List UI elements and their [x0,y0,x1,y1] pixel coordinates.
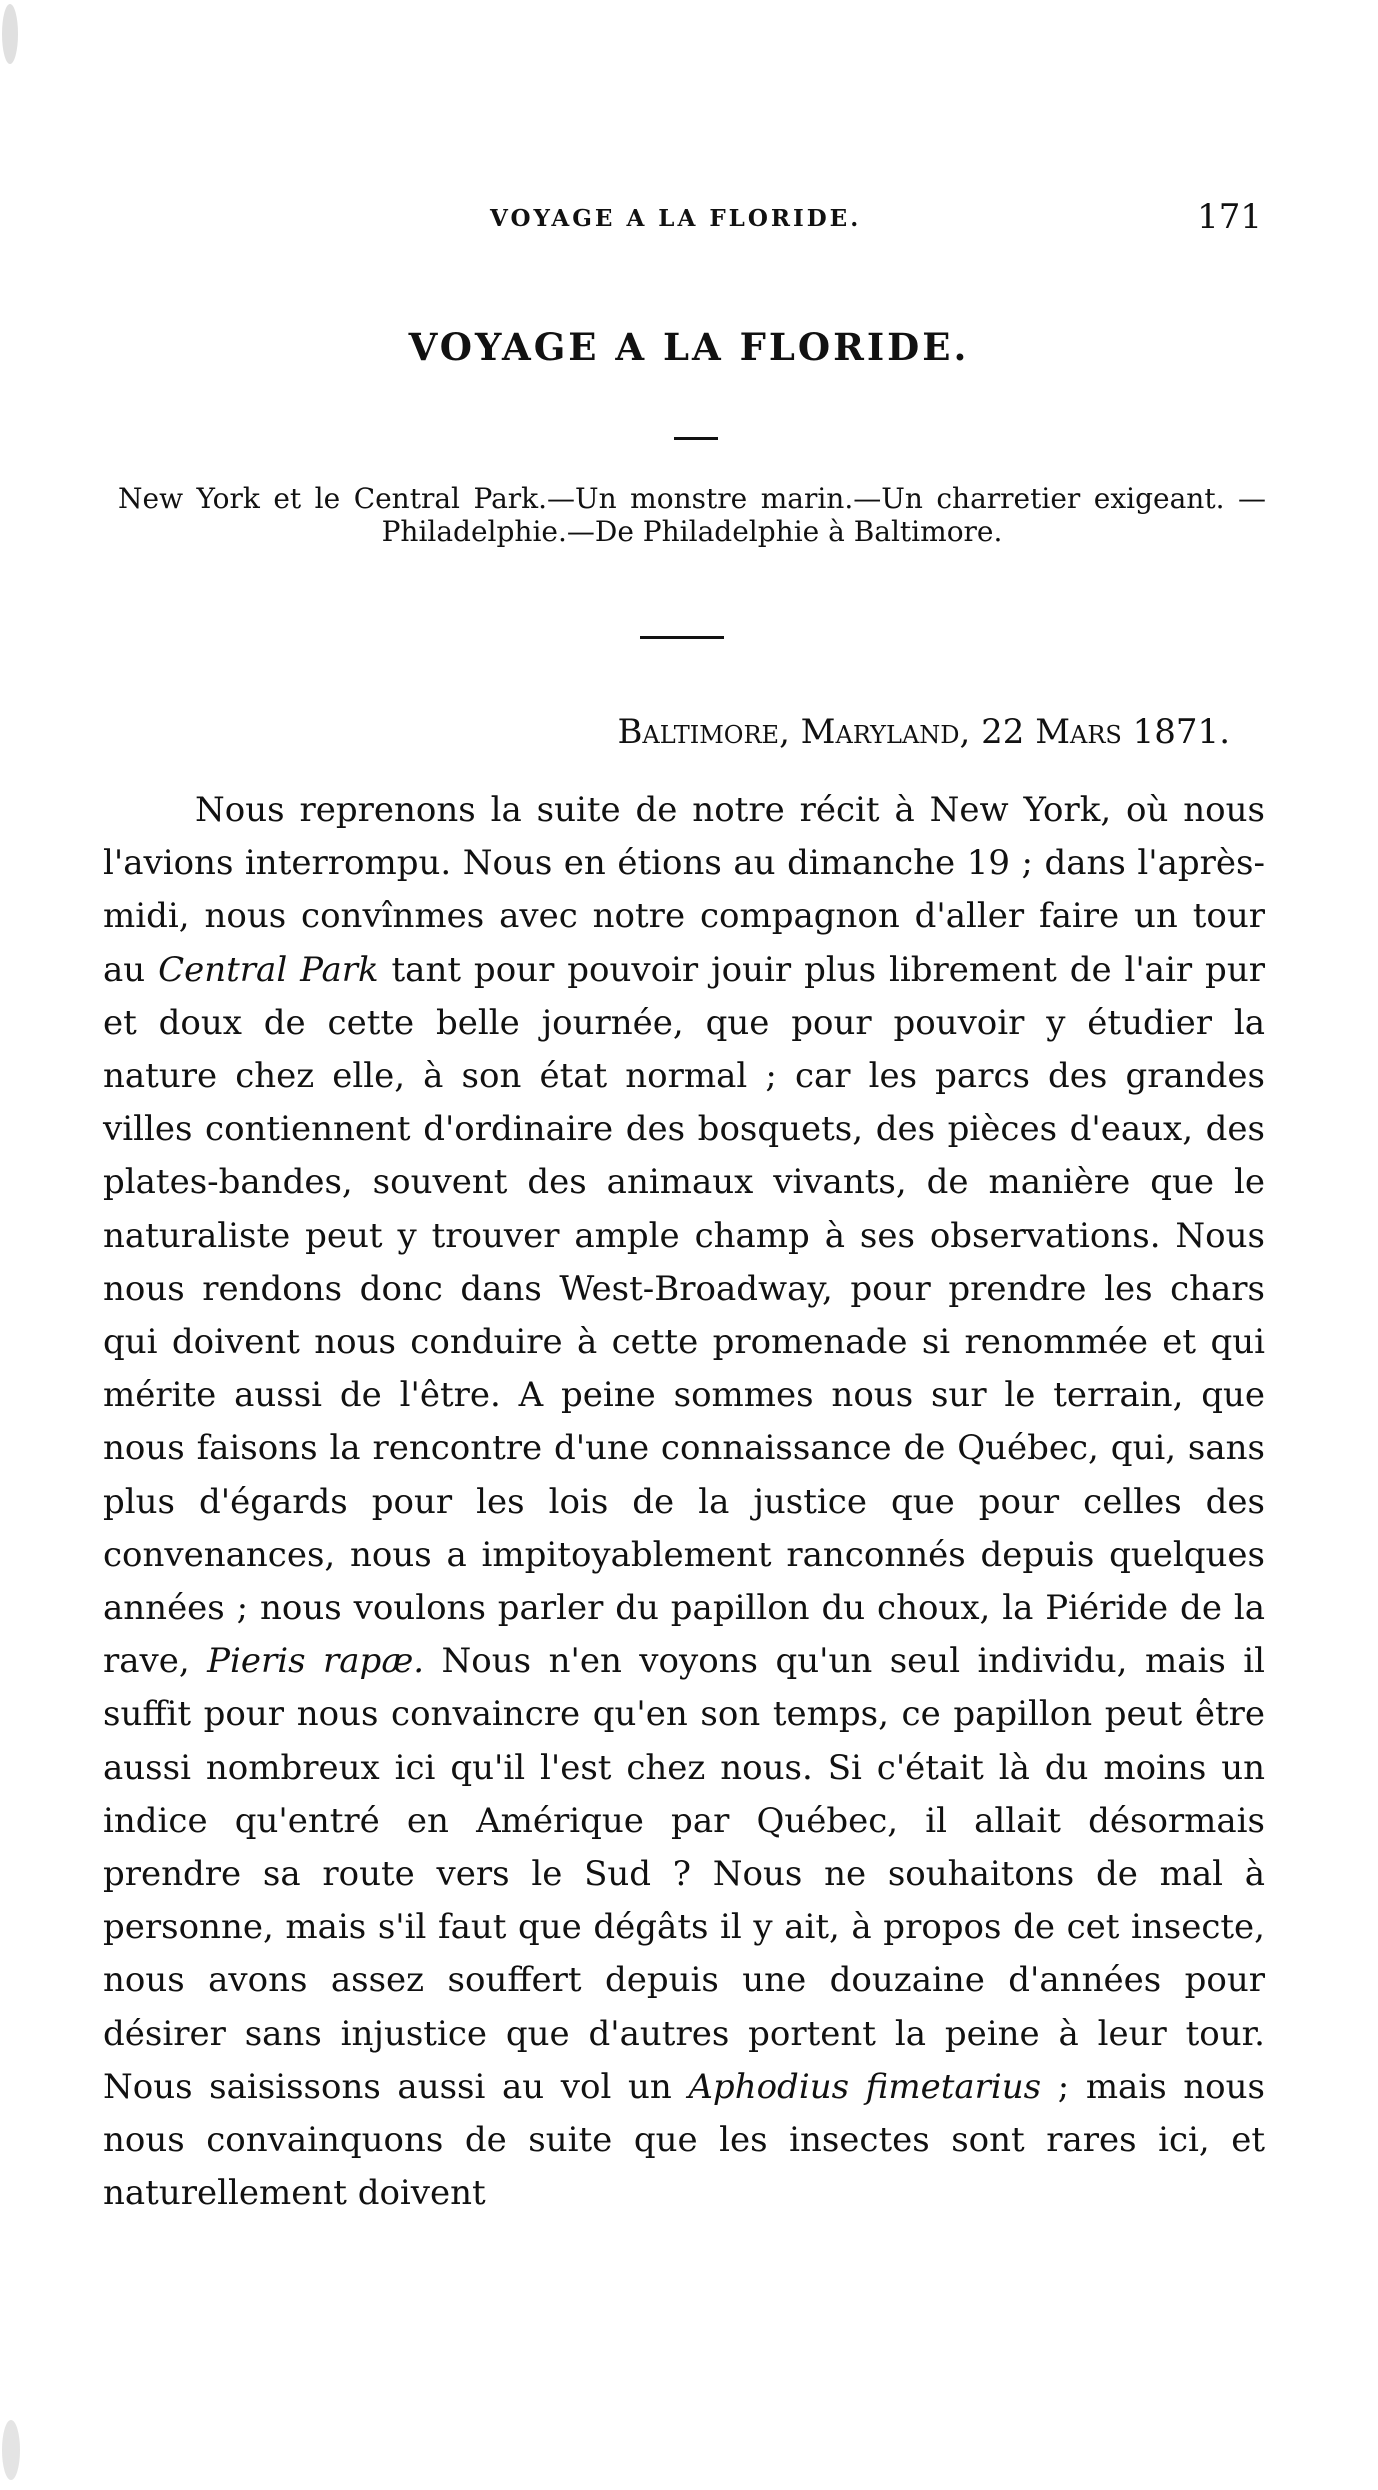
body-paragraph [103,784,1265,2220]
italic-term: Aphodius fimetarius [688,2066,1042,2107]
divider-rule [674,437,718,440]
italic-term: Central Park [158,949,379,990]
body-text-segment: Nous n'en voyons qu'un seul individu, mais il suffit pour nous convaincre qu'en son temps, ce papillon peut être aussi nombreux ici qu'il l'est chez nous. Si c'était là du moins un indice qu'entré en Amérique par Québec, il allait désormais prendre sa route vers le Sud ? Nous ne souhaitons de mal à personne, mais s'il faut que dégâts il y ait, à propos de cet insecte, nous avons assez souffert depuis une douzaine d'années pour désirer sans injustice que d'autres portent la peine à leur tour. Nous saisissons aussi au vol un [103,1641,1265,2107]
body-text-segment: Nous reprenons la suite de notre récit à New York, où nous l'avions interrompu. Nous en étions au dimanche 19 ; dans l'après-midi, nous convînmes avec notre compagnon d'aller faire un tour au [103,790,1265,990]
chapter-title: VOYAGE A LA FLORIDE. [408,325,970,369]
running-header [100,197,1300,245]
scan-speckle [2,4,18,64]
running-title: VOYAGE A LA FLORIDE. [490,205,862,232]
chapter-summary: New York et le Central Park.—Un monstre marin.—Un charretier exigeant. —Philadelphie.—De Philadelphie à Baltimore. [118,482,1266,548]
dateline: Baltimore, Maryland, 22 Mars 1871. [617,712,1230,752]
body-text-segment: ; mais nous nous convainquons de suite que les insectes sont rares ici, et naturellement doivent [103,2066,1265,2214]
scan-speckle [2,2420,20,2480]
divider-rule [640,636,724,639]
body-text-segment: tant pour pouvoir jouir plus librement de l'air pur et doux de cette belle journée, que pour pouvoir y étudier la nature chez elle, à son état normal ; car les parcs des grandes villes contiennent d'ordinaire des bosquets, des pièces d'eaux, des plates-bandes, souvent des animaux vivants, de manière que le naturaliste peut y trouver ample champ à ses observations. Nous nous rendons donc dans West-Broadway, pour prendre les chars qui doivent nous conduire à cette promenade si renommée et qui mérite aussi de l'être. A peine sommes nous sur le terrain, que nous faisons la rencontre d'une connaissance de Québec, qui, sans plus d'égards pour les lois de la justice que pour celles des convenances, nous a impitoyablement ranconnés depuis quelques années ; nous voulons parler du papillon du choux, la Piéride de la rave, [103,949,1265,1682]
page-number: 171 [1197,197,1262,237]
italic-term: Pieris rapæ. [207,1641,425,1682]
